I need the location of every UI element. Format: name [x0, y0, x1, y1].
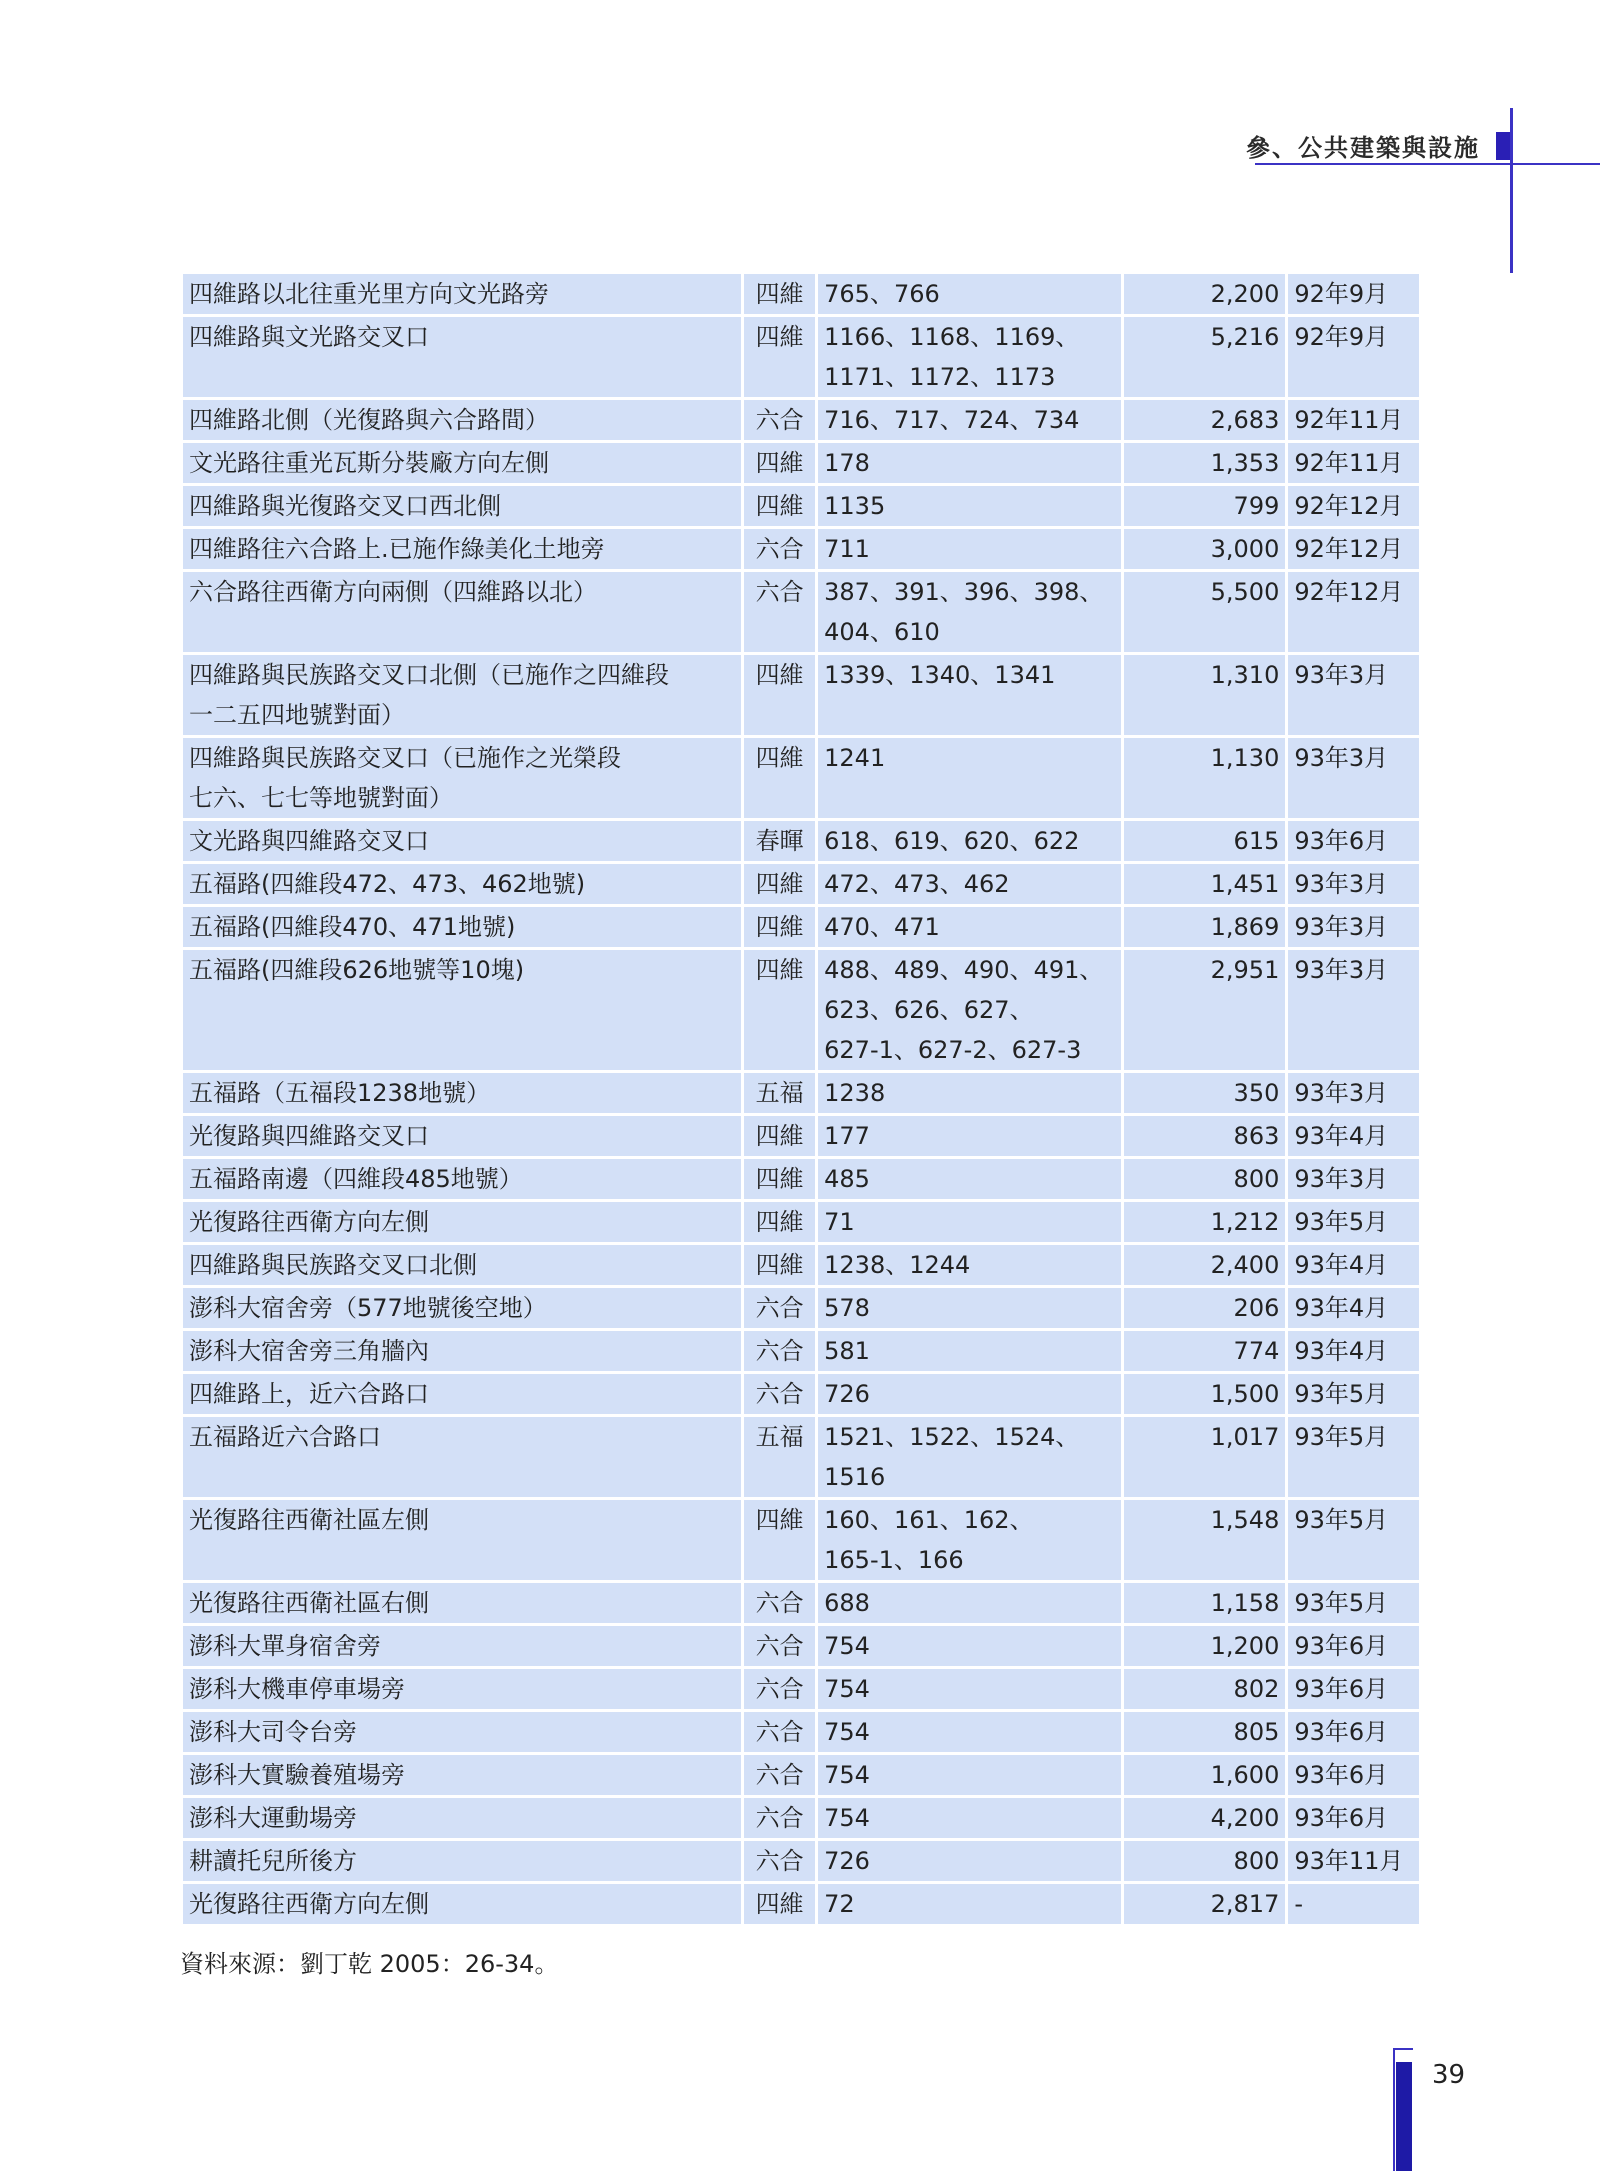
cell-size: 2,817 [1124, 1884, 1286, 1924]
table-row [183, 1712, 1419, 1752]
cell-location: 四維路北側（光復路與六合路間） [183, 400, 741, 440]
source-note: 資料來源：劉丁乾 2005：26-34。 [180, 1950, 559, 1978]
page-number: 39 [1432, 2060, 1466, 2090]
cell-area: 四維 [744, 1884, 815, 1924]
table-row [183, 655, 1419, 735]
cell-size: 1,869 [1124, 907, 1286, 947]
cell-location: 澎科大宿舍旁（577地號後空地） [183, 1288, 741, 1328]
cell-size: 1,017 [1124, 1417, 1286, 1497]
cell-size: 1,353 [1124, 443, 1286, 483]
table-row [183, 1798, 1419, 1838]
cell-location: 六合路往西衛方向兩側（四維路以北） [183, 572, 741, 652]
table-row [183, 1116, 1419, 1156]
cell-size: 800 [1124, 1841, 1286, 1881]
header-accent-square [1496, 132, 1510, 160]
cell-size: 5,500 [1124, 572, 1286, 652]
cell-location: 四維路上，近六合路口 [183, 1374, 741, 1414]
cell-date: 93年3月 [1288, 655, 1419, 735]
cell-size: 5,216 [1124, 317, 1286, 397]
table-row [183, 738, 1419, 818]
cell-lot-numbers: 754 [818, 1669, 1120, 1709]
cell-area: 六合 [744, 1331, 815, 1371]
cell-date: 93年3月 [1288, 1159, 1419, 1199]
cell-lot-numbers: 72 [818, 1884, 1120, 1924]
cell-location: 澎科大宿舍旁三角牆內 [183, 1331, 741, 1371]
cell-area: 五福 [744, 1073, 815, 1113]
cell-area: 四維 [744, 317, 815, 397]
cell-date: 93年6月 [1288, 1626, 1419, 1666]
cell-location: 光復路往西衛社區右側 [183, 1583, 741, 1623]
cell-lot-numbers: 1238、1244 [818, 1245, 1120, 1285]
cell-area: 六合 [744, 400, 815, 440]
cell-lot-numbers: 711 [818, 529, 1120, 569]
cell-date: 92年12月 [1288, 529, 1419, 569]
cell-location: 五福路(四維段472、473、462地號) [183, 864, 741, 904]
cell-location: 文光路與四維路交叉口 [183, 821, 741, 861]
table-row [183, 317, 1419, 397]
cell-area: 四維 [744, 655, 815, 735]
cell-area: 四維 [744, 274, 815, 314]
cell-size: 615 [1124, 821, 1286, 861]
cell-size: 1,200 [1124, 1626, 1286, 1666]
cell-lot-numbers: 488、489、490、491、 623、626、627、 627-1、627-2、627-3 [818, 950, 1120, 1070]
cell-location: 四維路以北往重光里方向文光路旁 [183, 274, 741, 314]
table-row [183, 529, 1419, 569]
cell-size: 802 [1124, 1669, 1286, 1709]
cell-size: 2,400 [1124, 1245, 1286, 1285]
cell-date: 93年6月 [1288, 1712, 1419, 1752]
cell-lot-numbers: 1135 [818, 486, 1120, 526]
cell-area: 六合 [744, 1288, 815, 1328]
cell-size: 2,683 [1124, 400, 1286, 440]
cell-date: 93年6月 [1288, 1755, 1419, 1795]
table-row [183, 1073, 1419, 1113]
cell-size: 1,500 [1124, 1374, 1286, 1414]
cell-area: 四維 [744, 486, 815, 526]
cell-date: 93年3月 [1288, 738, 1419, 818]
cell-lot-numbers: 470、471 [818, 907, 1120, 947]
cell-area: 六合 [744, 1374, 815, 1414]
cell-area: 春暉 [744, 821, 815, 861]
table-row [183, 1841, 1419, 1881]
cell-area: 六合 [744, 1669, 815, 1709]
land-parcel-table [180, 271, 1422, 1927]
table-row [183, 1884, 1419, 1924]
header-rule-horizontal [1255, 163, 1600, 165]
table-row [183, 572, 1419, 652]
cell-area: 四維 [744, 1159, 815, 1199]
table-row [183, 907, 1419, 947]
table-row [183, 400, 1419, 440]
cell-lot-numbers: 754 [818, 1798, 1120, 1838]
table-row [183, 1669, 1419, 1709]
cell-area: 五福 [744, 1417, 815, 1497]
cell-area: 六合 [744, 529, 815, 569]
cell-lot-numbers: 618、619、620、622 [818, 821, 1120, 861]
cell-location: 文光路往重光瓦斯分裝廠方向左側 [183, 443, 741, 483]
cell-area: 四維 [744, 1202, 815, 1242]
cell-size: 800 [1124, 1159, 1286, 1199]
cell-size: 774 [1124, 1331, 1286, 1371]
cell-lot-numbers: 716、717、724、734 [818, 400, 1120, 440]
table-row [183, 1202, 1419, 1242]
cell-date: 92年11月 [1288, 400, 1419, 440]
cell-date: 93年5月 [1288, 1202, 1419, 1242]
cell-area: 四維 [744, 907, 815, 947]
cell-area: 四維 [744, 1116, 815, 1156]
cell-location: 四維路與民族路交叉口北側 [183, 1245, 741, 1285]
cell-lot-numbers: 472、473、462 [818, 864, 1120, 904]
cell-size: 4,200 [1124, 1798, 1286, 1838]
cell-size: 1,212 [1124, 1202, 1286, 1242]
cell-size: 3,000 [1124, 529, 1286, 569]
cell-area: 六合 [744, 1712, 815, 1752]
table-row [183, 274, 1419, 314]
cell-area: 六合 [744, 1755, 815, 1795]
cell-location: 五福路(四維段470、471地號) [183, 907, 741, 947]
cell-date: 92年12月 [1288, 486, 1419, 526]
cell-size: 805 [1124, 1712, 1286, 1752]
table-row [183, 1288, 1419, 1328]
cell-area: 四維 [744, 443, 815, 483]
cell-area: 四維 [744, 1500, 815, 1580]
cell-area: 六合 [744, 1798, 815, 1838]
table-body [183, 274, 1419, 1924]
cell-lot-numbers: 1166、1168、1169、 1171、1172、1173 [818, 317, 1120, 397]
table-row [183, 486, 1419, 526]
cell-size: 1,451 [1124, 864, 1286, 904]
cell-date: - [1288, 1884, 1419, 1924]
cell-location: 耕讀托兒所後方 [183, 1841, 741, 1881]
table-row [183, 864, 1419, 904]
cell-area: 六合 [744, 1583, 815, 1623]
cell-lot-numbers: 754 [818, 1755, 1120, 1795]
chapter-header-title: 參、公共建築與設施 [1246, 133, 1480, 162]
cell-date: 93年3月 [1288, 1073, 1419, 1113]
cell-location: 澎科大實驗養殖場旁 [183, 1755, 741, 1795]
cell-date: 93年3月 [1288, 907, 1419, 947]
cell-area: 四維 [744, 1245, 815, 1285]
cell-location: 五福路南邊（四維段485地號） [183, 1159, 741, 1199]
table-row [183, 821, 1419, 861]
table-row [183, 1245, 1419, 1285]
table-row [183, 1583, 1419, 1623]
table-row [183, 1374, 1419, 1414]
cell-location: 澎科大運動場旁 [183, 1798, 741, 1838]
cell-lot-numbers: 387、391、396、398、 404、610 [818, 572, 1120, 652]
cell-lot-numbers: 726 [818, 1841, 1120, 1881]
cell-size: 799 [1124, 486, 1286, 526]
cell-date: 93年4月 [1288, 1331, 1419, 1371]
cell-location: 四維路與民族路交叉口（已施作之光榮段 七六、七七等地號對面） [183, 738, 741, 818]
cell-area: 四維 [744, 950, 815, 1070]
cell-date: 93年4月 [1288, 1116, 1419, 1156]
cell-size: 350 [1124, 1073, 1286, 1113]
cell-lot-numbers: 581 [818, 1331, 1120, 1371]
cell-location: 光復路與四維路交叉口 [183, 1116, 741, 1156]
cell-date: 93年4月 [1288, 1288, 1419, 1328]
cell-location: 四維路與光復路交叉口西北側 [183, 486, 741, 526]
cell-location: 五福路近六合路口 [183, 1417, 741, 1497]
cell-lot-numbers: 71 [818, 1202, 1120, 1242]
cell-size: 1,310 [1124, 655, 1286, 735]
cell-date: 93年3月 [1288, 950, 1419, 1070]
table-row [183, 1755, 1419, 1795]
cell-location: 澎科大單身宿舍旁 [183, 1626, 741, 1666]
cell-area: 六合 [744, 1626, 815, 1666]
cell-date: 93年4月 [1288, 1245, 1419, 1285]
cell-size: 2,951 [1124, 950, 1286, 1070]
cell-date: 93年5月 [1288, 1583, 1419, 1623]
cell-lot-numbers: 765、766 [818, 274, 1120, 314]
cell-lot-numbers: 1339、1340、1341 [818, 655, 1120, 735]
cell-area: 六合 [744, 1841, 815, 1881]
cell-lot-numbers: 578 [818, 1288, 1120, 1328]
cell-lot-numbers: 754 [818, 1712, 1120, 1752]
cell-location: 四維路與文光路交叉口 [183, 317, 741, 397]
cell-lot-numbers: 177 [818, 1116, 1120, 1156]
cell-area: 六合 [744, 572, 815, 652]
cell-size: 1,158 [1124, 1583, 1286, 1623]
cell-size: 1,130 [1124, 738, 1286, 818]
cell-location: 四維路往六合路上.已施作綠美化土地旁 [183, 529, 741, 569]
cell-area: 四維 [744, 738, 815, 818]
cell-location: 光復路往西衛方向左側 [183, 1884, 741, 1924]
cell-date: 93年5月 [1288, 1500, 1419, 1580]
cell-location: 澎科大機車停車場旁 [183, 1669, 741, 1709]
cell-date: 93年5月 [1288, 1374, 1419, 1414]
header-rule-vertical [1510, 108, 1513, 273]
table-row [183, 443, 1419, 483]
cell-size: 206 [1124, 1288, 1286, 1328]
cell-date: 93年6月 [1288, 821, 1419, 861]
page-number-rule-top [1393, 2048, 1413, 2050]
table-row [183, 1626, 1419, 1666]
cell-location: 光復路往西衛方向左側 [183, 1202, 741, 1242]
cell-date: 92年12月 [1288, 572, 1419, 652]
cell-lot-numbers: 688 [818, 1583, 1120, 1623]
table-row [183, 1331, 1419, 1371]
cell-lot-numbers: 726 [818, 1374, 1120, 1414]
cell-size: 1,600 [1124, 1755, 1286, 1795]
page-number-bar [1396, 2062, 1412, 2171]
cell-location: 五福路(四維段626地號等10塊) [183, 950, 741, 1070]
cell-lot-numbers: 754 [818, 1626, 1120, 1666]
cell-date: 93年5月 [1288, 1417, 1419, 1497]
cell-date: 93年6月 [1288, 1669, 1419, 1709]
cell-date: 93年3月 [1288, 864, 1419, 904]
cell-size: 863 [1124, 1116, 1286, 1156]
cell-size: 2,200 [1124, 274, 1286, 314]
table-row [183, 1159, 1419, 1199]
page-number-rule [1393, 2048, 1395, 2171]
cell-date: 92年11月 [1288, 443, 1419, 483]
cell-lot-numbers: 178 [818, 443, 1120, 483]
cell-date: 93年6月 [1288, 1798, 1419, 1838]
table-row [183, 1417, 1419, 1497]
cell-lot-numbers: 1521、1522、1524、 1516 [818, 1417, 1120, 1497]
cell-area: 四維 [744, 864, 815, 904]
cell-date: 92年9月 [1288, 317, 1419, 397]
cell-location: 四維路與民族路交叉口北側（已施作之四維段 一二五四地號對面） [183, 655, 741, 735]
table-row [183, 950, 1419, 1070]
cell-size: 1,548 [1124, 1500, 1286, 1580]
cell-location: 澎科大司令台旁 [183, 1712, 741, 1752]
cell-location: 光復路往西衛社區左側 [183, 1500, 741, 1580]
table-row [183, 1500, 1419, 1580]
cell-lot-numbers: 160、161、162、 165-1、166 [818, 1500, 1120, 1580]
cell-lot-numbers: 1238 [818, 1073, 1120, 1113]
cell-lot-numbers: 485 [818, 1159, 1120, 1199]
cell-lot-numbers: 1241 [818, 738, 1120, 818]
cell-location: 五福路（五福段1238地號） [183, 1073, 741, 1113]
cell-date: 93年11月 [1288, 1841, 1419, 1881]
cell-date: 92年9月 [1288, 274, 1419, 314]
